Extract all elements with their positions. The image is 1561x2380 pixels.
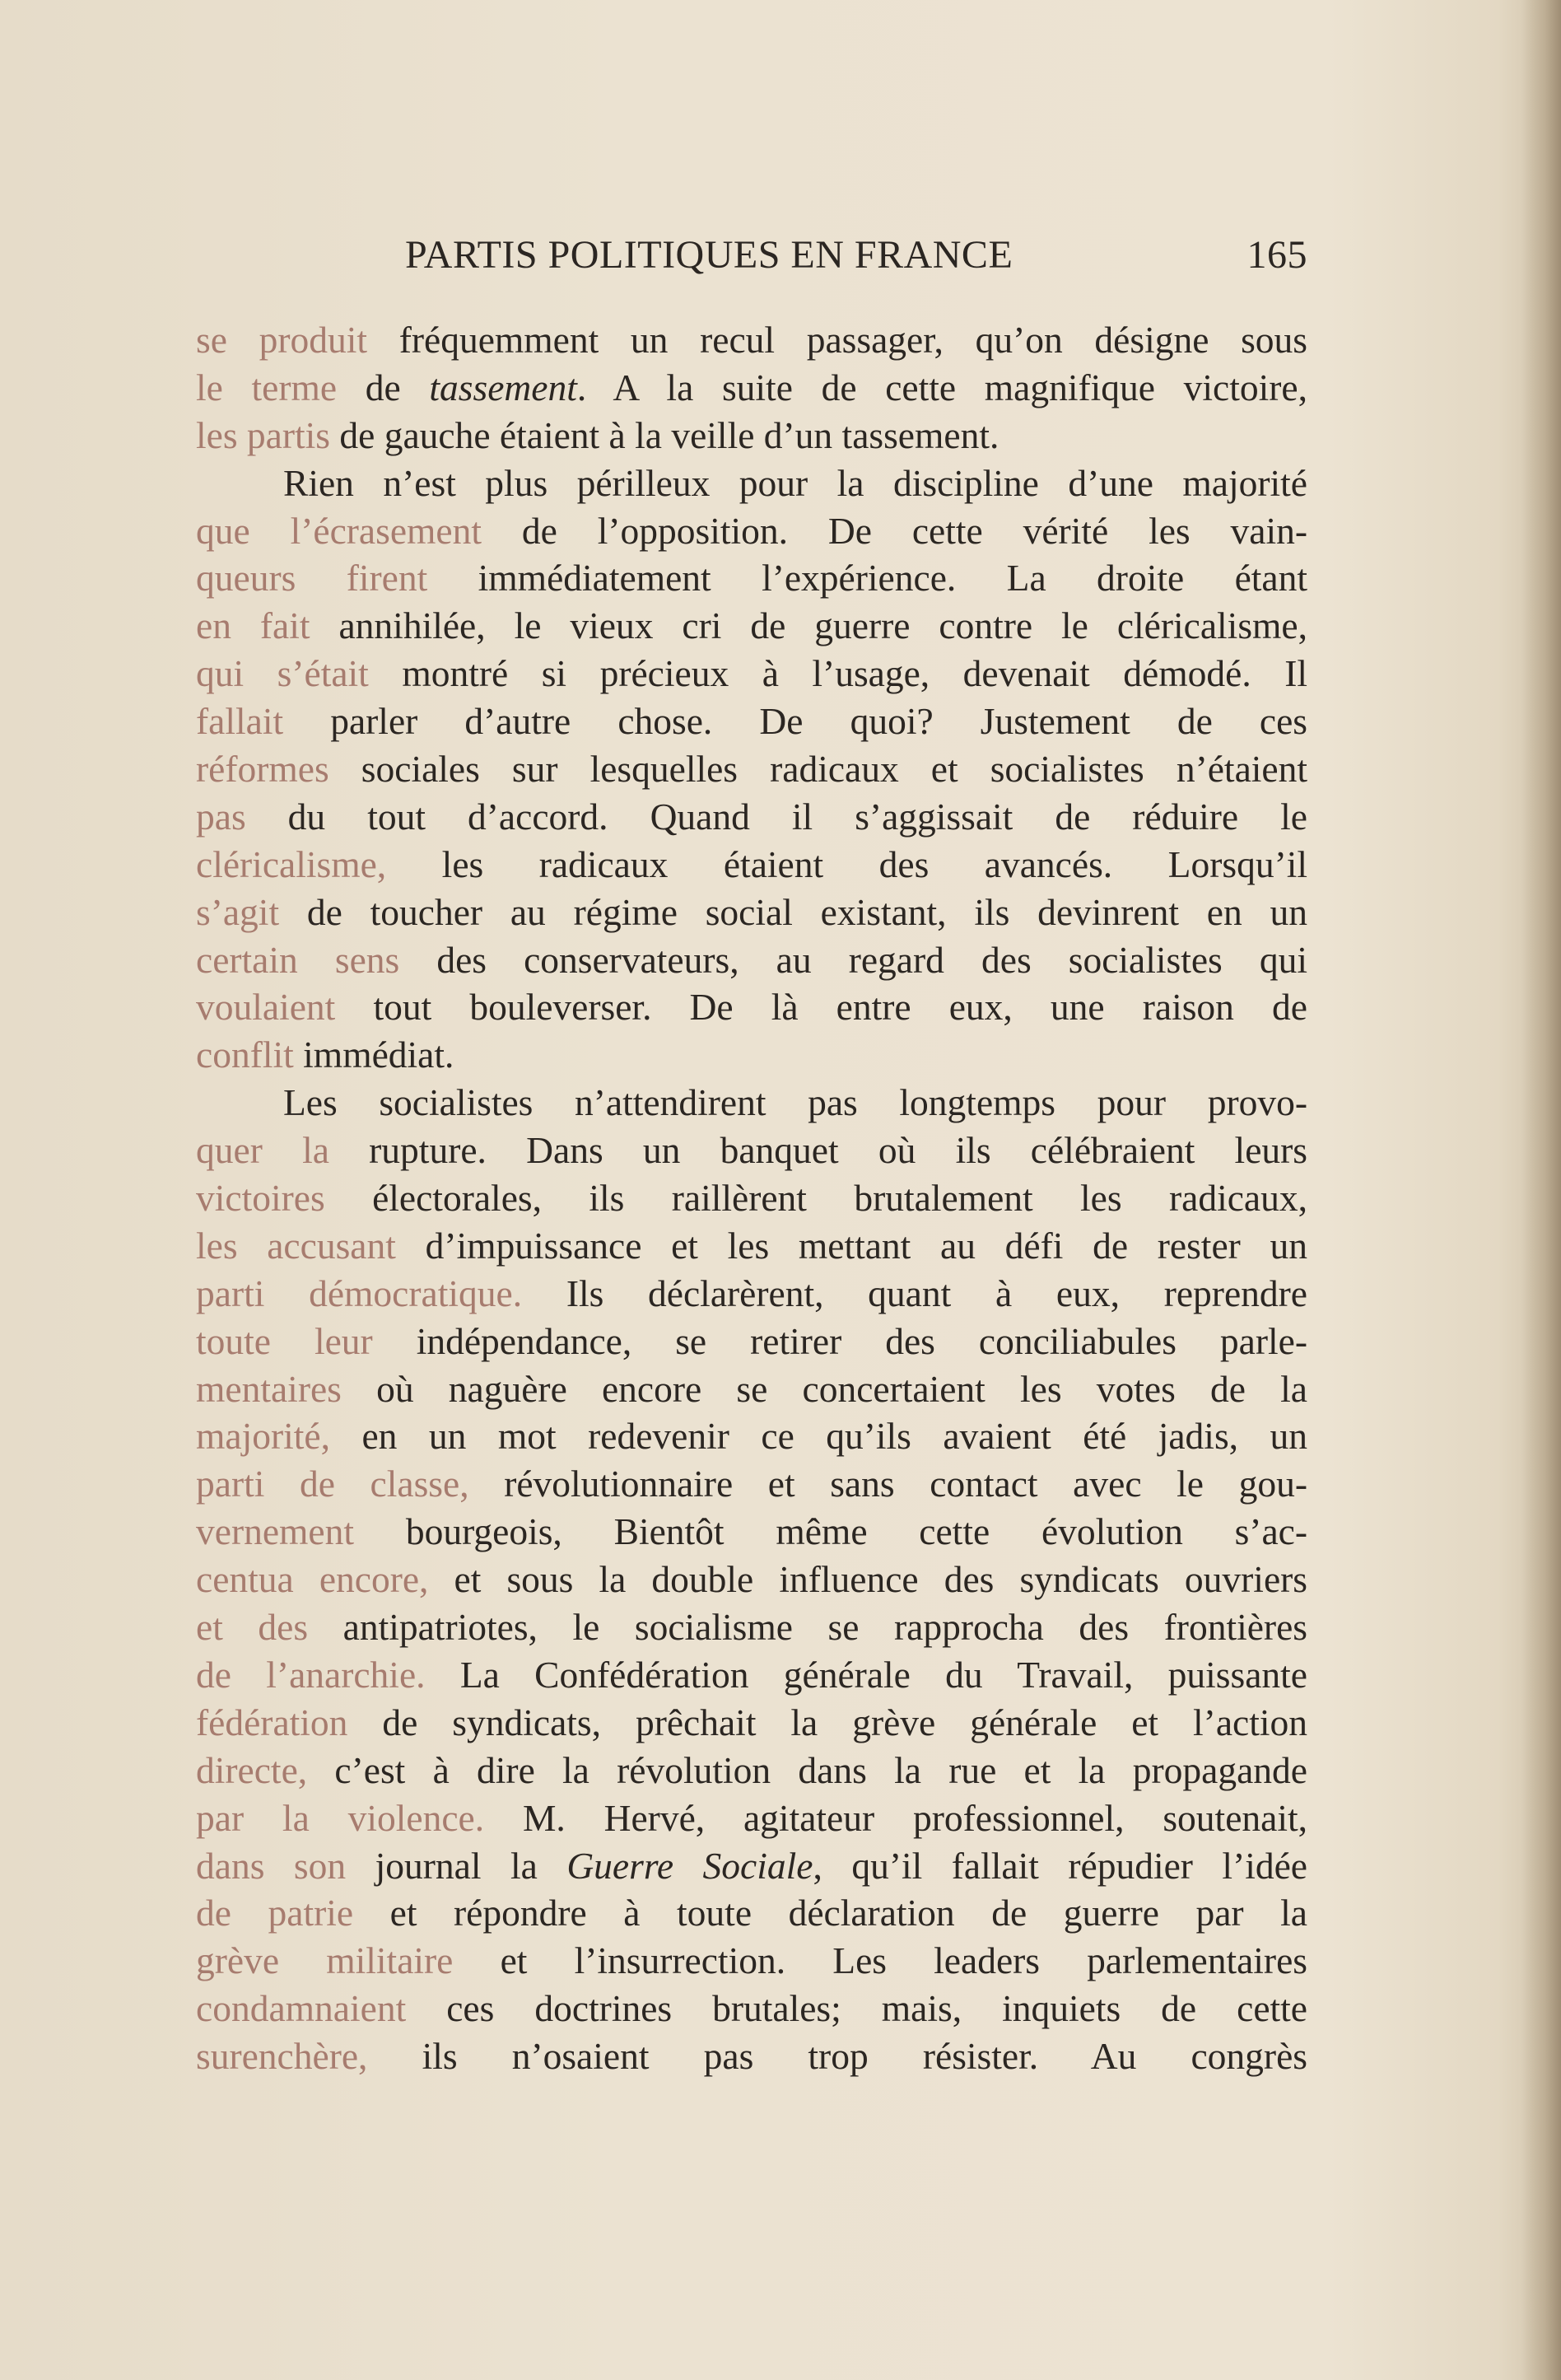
text-line: le terme de tassement. A la suite de cette magnifique victoire, — [196, 366, 1307, 408]
text-line: cléricalisme, les radicaux étaient des avancés. Lorsqu’il — [196, 842, 1307, 885]
text-line: toute leur indépendance, se retirer des conciliabules parle- — [196, 1319, 1308, 1362]
text-line: réformes sociales sur lesquelles radicaux et socialistes n’étaient — [196, 748, 1307, 791]
text-line: surenchère, ils n’osaient pas trop résister. Au congrès — [196, 2035, 1307, 2078]
text-line: parti de classe, révolutionnaire et sans contact avec le gou- — [196, 1463, 1307, 1505]
text-line: et des antipatriotes, le socialisme se rapprocha des frontières — [196, 1606, 1307, 1649]
text-line: Rien n’est plus périlleux pour la discipline d’une majorité — [283, 461, 1307, 504]
text-line: majorité, en un mot redevenir ce qu’ils avaient été jadis, un — [196, 1415, 1307, 1458]
text-line: les partis de gauche étaient à la veille d’un tassement. — [196, 413, 1000, 456]
running-title: PARTIS POLITIQUES EN FRANCE — [405, 233, 1013, 277]
running-header — [405, 232, 1307, 290]
text-line: quer la rupture. Dans un banquet où ils célébraient leurs — [196, 1129, 1308, 1172]
text-line: de l’anarchie. La Confédération générale du Travail, puissante — [196, 1653, 1308, 1696]
text-line: parti démocratique. Ils déclarèrent, quant à eux, reprendre — [196, 1272, 1307, 1314]
text-line: fallait parler d’autre chose. De quoi? Justement de ces — [196, 700, 1307, 743]
text-line: qui s’était montré si précieux à l’usage, devenait démodé. Il — [196, 652, 1307, 695]
text-line: se produit fréquemment un recul passager, qu’on désigne sous — [196, 319, 1307, 361]
text-line: dans son journal la Guerre Sociale, qu’il fallait répudier l’idée — [196, 1844, 1308, 1887]
text-line: mentaires où naguère encore se concertaient les votes de la — [196, 1367, 1307, 1410]
text-line: Les socialistes n’attendirent pas longtemps pour provo- — [283, 1081, 1307, 1124]
text-line: condamnaient ces doctrines brutales; mais, inquiets de cette — [196, 1987, 1307, 2030]
body-text — [196, 316, 1307, 2080]
text-line: par la violence. M. Hervé, agitateur professionnel, soutenait, — [196, 1796, 1307, 1839]
text-line: victoires électorales, ils raillèrent brutalement les radicaux, — [196, 1177, 1307, 1220]
text-line: centua encore, et sous la double influence des syndicats ouvriers — [196, 1558, 1307, 1601]
text-line: conflit immédiat. — [196, 1034, 454, 1076]
text-line: de patrie et répondre à toute déclaration de guerre par la — [196, 1892, 1307, 1934]
text-line: les accusant d’impuissance et les mettant au défi de rester un — [196, 1224, 1307, 1267]
text-line: fédération de syndicats, prêchait la grève générale et l’action — [196, 1701, 1307, 1743]
text-line: vernement bourgeois, Bientôt même cette évolution s’ac- — [196, 1510, 1307, 1553]
text-line: voulaient tout bouleverser. De là entre eux, une raison de — [196, 986, 1307, 1029]
page-number: 165 — [1246, 233, 1307, 277]
text-line: grève militaire et l’insurrection. Les leaders parlementaires — [196, 1939, 1307, 1982]
text-line: directe, c’est à dire la révolution dans la rue et la propagande — [196, 1748, 1307, 1791]
text-line: queurs firent immédiatement l’expérience. La droite étant — [196, 557, 1308, 600]
page-gutter-shadow — [1521, 0, 1561, 2380]
text-line: pas du tout d’accord. Quand il s’aggissait de réduire le — [196, 795, 1307, 838]
text-line: que l’écrasement de l’opposition. De cette vérité les vain- — [196, 509, 1307, 552]
text-line: en fait annihilée, le vieux cri de guerre contre le cléricalisme, — [196, 604, 1307, 647]
text-line: s’agit de toucher au régime social existant, ils devinrent en un — [196, 890, 1307, 933]
text-line: certain sens des conservateurs, au regard des socialistes qui — [196, 938, 1307, 981]
